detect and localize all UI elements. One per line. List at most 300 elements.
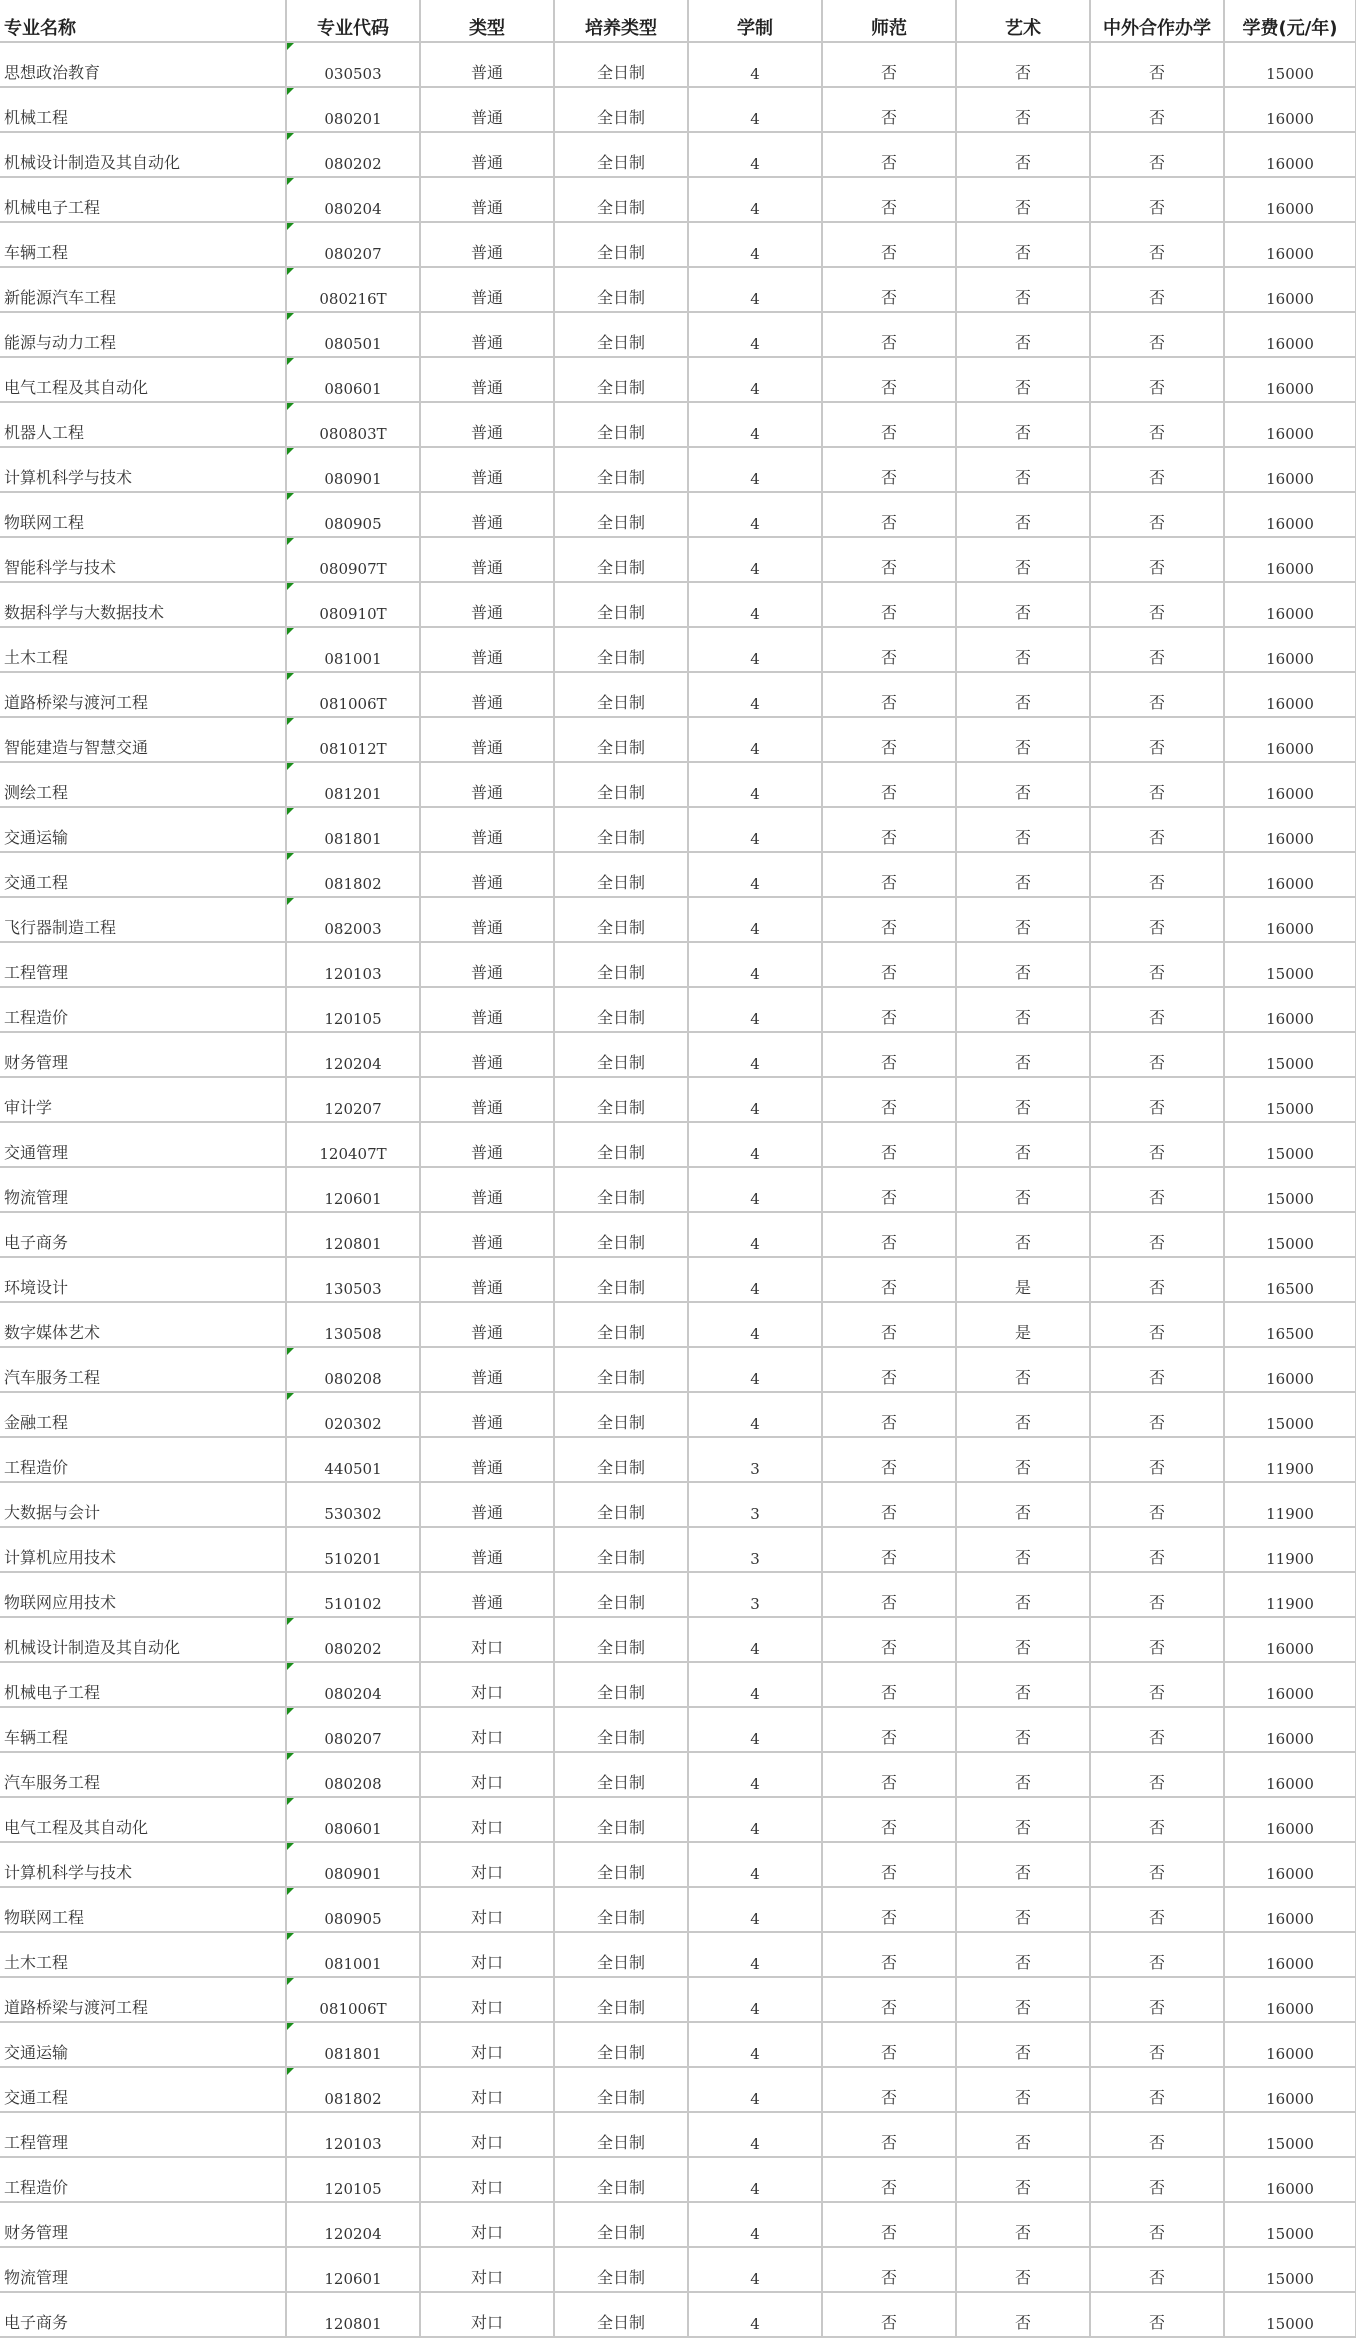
- header-teacher-training: 师范: [822, 0, 956, 42]
- major-name-cell: 土木工程: [0, 1932, 286, 1977]
- major-code-cell: 080207: [286, 1707, 420, 1752]
- duration-cell: 4: [688, 1302, 822, 1347]
- teacher-training-cell: 否: [822, 1707, 956, 1752]
- type-cell: 普通: [420, 1572, 554, 1617]
- sino-foreign-cell: 否: [1090, 447, 1224, 492]
- table-row: [0, 582, 1356, 627]
- teacher-training-cell: 否: [822, 1797, 956, 1842]
- table-row: [0, 222, 1356, 267]
- duration-cell: 4: [688, 312, 822, 357]
- study-mode-cell: 全日制: [554, 1122, 688, 1167]
- duration-cell: 4: [688, 1977, 822, 2022]
- tuition-cell: 16500: [1224, 1257, 1356, 1302]
- teacher-training-cell: 否: [822, 1842, 956, 1887]
- duration-cell: 4: [688, 582, 822, 627]
- sino-foreign-cell: 否: [1090, 87, 1224, 132]
- teacher-training-cell: 否: [822, 177, 956, 222]
- major-name-cell: 环境设计: [0, 1257, 286, 1302]
- duration-cell: 4: [688, 87, 822, 132]
- teacher-training-cell: 否: [822, 1482, 956, 1527]
- tuition-cell: 16000: [1224, 1617, 1356, 1662]
- sino-foreign-cell: 否: [1090, 537, 1224, 582]
- type-cell: 对口: [420, 1752, 554, 1797]
- duration-cell: 4: [688, 1707, 822, 1752]
- major-code-cell: 081001: [286, 1932, 420, 1977]
- study-mode-cell: 全日制: [554, 987, 688, 1032]
- type-cell: 普通: [420, 1392, 554, 1437]
- sino-foreign-cell: 否: [1090, 222, 1224, 267]
- study-mode-cell: 全日制: [554, 312, 688, 357]
- tuition-cell: 16000: [1224, 447, 1356, 492]
- tuition-cell: 16000: [1224, 1977, 1356, 2022]
- sino-foreign-cell: 否: [1090, 1662, 1224, 1707]
- sino-foreign-cell: 否: [1090, 132, 1224, 177]
- sino-foreign-cell: 否: [1090, 987, 1224, 1032]
- type-cell: 普通: [420, 1122, 554, 1167]
- art-cell: 否: [956, 1077, 1090, 1122]
- teacher-training-cell: 否: [822, 1347, 956, 1392]
- type-cell: 普通: [420, 672, 554, 717]
- table-row: [0, 2247, 1356, 2292]
- major-code-cell: 020302: [286, 1392, 420, 1437]
- study-mode-cell: 全日制: [554, 1392, 688, 1437]
- tuition-cell: 15000: [1224, 2202, 1356, 2247]
- sino-foreign-cell: 否: [1090, 1167, 1224, 1212]
- major-code-cell: 080208: [286, 1347, 420, 1392]
- art-cell: 否: [956, 717, 1090, 762]
- study-mode-cell: 全日制: [554, 1887, 688, 1932]
- type-cell: 对口: [420, 2247, 554, 2292]
- duration-cell: 4: [688, 1257, 822, 1302]
- study-mode-cell: 全日制: [554, 1167, 688, 1212]
- type-cell: 普通: [420, 897, 554, 942]
- major-name-cell: 机械设计制造及其自动化: [0, 1617, 286, 1662]
- sino-foreign-cell: 否: [1090, 1257, 1224, 1302]
- art-cell: 否: [956, 807, 1090, 852]
- table-row: [0, 1617, 1356, 1662]
- table-row: [0, 1797, 1356, 1842]
- tuition-cell: 11900: [1224, 1527, 1356, 1572]
- table-row: [0, 2202, 1356, 2247]
- teacher-training-cell: 否: [822, 2067, 956, 2112]
- duration-cell: 4: [688, 1167, 822, 1212]
- major-code-cell: 080204: [286, 1662, 420, 1707]
- header-major-code: 专业代码: [286, 0, 420, 42]
- major-code-cell: 530302: [286, 1482, 420, 1527]
- teacher-training-cell: 否: [822, 447, 956, 492]
- sino-foreign-cell: 否: [1090, 1797, 1224, 1842]
- type-cell: 普通: [420, 627, 554, 672]
- tuition-cell: 16000: [1224, 1707, 1356, 1752]
- tuition-cell: 16000: [1224, 1932, 1356, 1977]
- type-cell: 普通: [420, 852, 554, 897]
- teacher-training-cell: 否: [822, 2112, 956, 2157]
- major-code-cell: 080216T: [286, 267, 420, 312]
- study-mode-cell: 全日制: [554, 492, 688, 537]
- tuition-cell: 16000: [1224, 807, 1356, 852]
- duration-cell: 4: [688, 1122, 822, 1167]
- table-row: [0, 1527, 1356, 1572]
- duration-cell: 4: [688, 1797, 822, 1842]
- teacher-training-cell: 否: [822, 1122, 956, 1167]
- art-cell: 否: [956, 1212, 1090, 1257]
- major-code-cell: 081006T: [286, 672, 420, 717]
- duration-cell: 4: [688, 537, 822, 582]
- art-cell: 否: [956, 1572, 1090, 1617]
- tuition-cell: 15000: [1224, 1077, 1356, 1122]
- teacher-training-cell: 否: [822, 897, 956, 942]
- study-mode-cell: 全日制: [554, 852, 688, 897]
- table-row: [0, 762, 1356, 807]
- type-cell: 普通: [420, 1257, 554, 1302]
- art-cell: 否: [956, 627, 1090, 672]
- tuition-cell: 15000: [1224, 1032, 1356, 1077]
- study-mode-cell: 全日制: [554, 1077, 688, 1122]
- study-mode-cell: 全日制: [554, 1347, 688, 1392]
- header-art: 艺术: [956, 0, 1090, 42]
- sino-foreign-cell: 否: [1090, 42, 1224, 87]
- study-mode-cell: 全日制: [554, 1482, 688, 1527]
- art-cell: 否: [956, 1167, 1090, 1212]
- table-row: [0, 267, 1356, 312]
- tuition-cell: 16000: [1224, 357, 1356, 402]
- sino-foreign-cell: 否: [1090, 1122, 1224, 1167]
- tuition-cell: 16000: [1224, 537, 1356, 582]
- major-name-cell: 交通工程: [0, 2067, 286, 2112]
- art-cell: 否: [956, 2112, 1090, 2157]
- sino-foreign-cell: 否: [1090, 897, 1224, 942]
- table-row: [0, 627, 1356, 672]
- study-mode-cell: 全日制: [554, 447, 688, 492]
- art-cell: 否: [956, 402, 1090, 447]
- major-name-cell: 机器人工程: [0, 402, 286, 447]
- art-cell: 否: [956, 2247, 1090, 2292]
- art-cell: 否: [956, 2022, 1090, 2067]
- major-name-cell: 交通运输: [0, 2022, 286, 2067]
- major-code-cell: 120601: [286, 1167, 420, 1212]
- type-cell: 普通: [420, 402, 554, 447]
- teacher-training-cell: 否: [822, 1212, 956, 1257]
- duration-cell: 4: [688, 1662, 822, 1707]
- teacher-training-cell: 否: [822, 267, 956, 312]
- major-code-cell: 120801: [286, 1212, 420, 1257]
- tuition-cell: 16000: [1224, 1842, 1356, 1887]
- type-cell: 普通: [420, 1302, 554, 1347]
- study-mode-cell: 全日制: [554, 42, 688, 87]
- teacher-training-cell: 否: [822, 987, 956, 1032]
- tuition-cell: 16000: [1224, 1887, 1356, 1932]
- type-cell: 普通: [420, 1437, 554, 1482]
- type-cell: 对口: [420, 2022, 554, 2067]
- major-name-cell: 新能源汽车工程: [0, 267, 286, 312]
- tuition-cell: 16000: [1224, 1797, 1356, 1842]
- tuition-cell: 15000: [1224, 1122, 1356, 1167]
- table-row: [0, 1482, 1356, 1527]
- teacher-training-cell: 否: [822, 1392, 956, 1437]
- duration-cell: 3: [688, 1482, 822, 1527]
- tuition-cell: 16000: [1224, 987, 1356, 1032]
- art-cell: 否: [956, 1887, 1090, 1932]
- table-row: [0, 2112, 1356, 2157]
- sino-foreign-cell: 否: [1090, 1887, 1224, 1932]
- major-name-cell: 机械电子工程: [0, 1662, 286, 1707]
- duration-cell: 4: [688, 1887, 822, 1932]
- teacher-training-cell: 否: [822, 852, 956, 897]
- art-cell: 否: [956, 1797, 1090, 1842]
- major-name-cell: 工程造价: [0, 1437, 286, 1482]
- art-cell: 否: [956, 1617, 1090, 1662]
- duration-cell: 4: [688, 1077, 822, 1122]
- teacher-training-cell: 否: [822, 762, 956, 807]
- teacher-training-cell: 否: [822, 1077, 956, 1122]
- table-row: [0, 1662, 1356, 1707]
- sino-foreign-cell: 否: [1090, 672, 1224, 717]
- study-mode-cell: 全日制: [554, 1617, 688, 1662]
- art-cell: 否: [956, 1437, 1090, 1482]
- table-row: [0, 1932, 1356, 1977]
- art-cell: 否: [956, 2202, 1090, 2247]
- teacher-training-cell: 否: [822, 42, 956, 87]
- major-name-cell: 思想政治教育: [0, 42, 286, 87]
- sino-foreign-cell: 否: [1090, 1572, 1224, 1617]
- type-cell: 普通: [420, 1077, 554, 1122]
- major-code-cell: 080905: [286, 492, 420, 537]
- study-mode-cell: 全日制: [554, 1527, 688, 1572]
- teacher-training-cell: 否: [822, 87, 956, 132]
- type-cell: 普通: [420, 1212, 554, 1257]
- type-cell: 对口: [420, 2112, 554, 2157]
- tuition-cell: 15000: [1224, 42, 1356, 87]
- sino-foreign-cell: 否: [1090, 267, 1224, 312]
- type-cell: 对口: [420, 1977, 554, 2022]
- major-name-cell: 电子商务: [0, 2292, 286, 2337]
- art-cell: 否: [956, 177, 1090, 222]
- tuition-cell: 16000: [1224, 717, 1356, 762]
- duration-cell: 4: [688, 717, 822, 762]
- tuition-cell: 16000: [1224, 627, 1356, 672]
- tuition-cell: 16500: [1224, 1302, 1356, 1347]
- tuition-cell: 15000: [1224, 1392, 1356, 1437]
- sino-foreign-cell: 否: [1090, 1347, 1224, 1392]
- type-cell: 对口: [420, 2202, 554, 2247]
- table-row: [0, 1392, 1356, 1437]
- table-row: [0, 1122, 1356, 1167]
- table-row: [0, 1572, 1356, 1617]
- teacher-training-cell: 否: [822, 2247, 956, 2292]
- sino-foreign-cell: 否: [1090, 1032, 1224, 1077]
- table-row: [0, 717, 1356, 762]
- type-cell: 普通: [420, 537, 554, 582]
- major-name-cell: 计算机应用技术: [0, 1527, 286, 1572]
- sino-foreign-cell: 否: [1090, 357, 1224, 402]
- study-mode-cell: 全日制: [554, 222, 688, 267]
- art-cell: 否: [956, 132, 1090, 177]
- type-cell: 对口: [420, 2067, 554, 2112]
- art-cell: 否: [956, 267, 1090, 312]
- major-code-cell: 081201: [286, 762, 420, 807]
- duration-cell: 4: [688, 897, 822, 942]
- major-code-cell: 080204: [286, 177, 420, 222]
- table-row: [0, 357, 1356, 402]
- sino-foreign-cell: 否: [1090, 1707, 1224, 1752]
- duration-cell: 4: [688, 402, 822, 447]
- type-cell: 普通: [420, 447, 554, 492]
- major-code-cell: 120801: [286, 2292, 420, 2337]
- table-row: [0, 2292, 1356, 2337]
- tuition-cell: 16000: [1224, 2157, 1356, 2202]
- art-cell: 否: [956, 1122, 1090, 1167]
- major-name-cell: 工程管理: [0, 942, 286, 987]
- sino-foreign-cell: 否: [1090, 1977, 1224, 2022]
- art-cell: 否: [956, 1662, 1090, 1707]
- table-row: [0, 1842, 1356, 1887]
- major-name-cell: 审计学: [0, 1077, 286, 1122]
- major-name-cell: 物联网工程: [0, 492, 286, 537]
- major-name-cell: 汽车服务工程: [0, 1752, 286, 1797]
- sino-foreign-cell: 否: [1090, 2022, 1224, 2067]
- type-cell: 普通: [420, 312, 554, 357]
- major-name-cell: 金融工程: [0, 1392, 286, 1437]
- duration-cell: 4: [688, 807, 822, 852]
- teacher-training-cell: 否: [822, 1437, 956, 1482]
- teacher-training-cell: 否: [822, 1887, 956, 1932]
- teacher-training-cell: 否: [822, 942, 956, 987]
- sino-foreign-cell: 否: [1090, 492, 1224, 537]
- table-row: [0, 87, 1356, 132]
- table-row: [0, 492, 1356, 537]
- table-row: [0, 537, 1356, 582]
- major-name-cell: 汽车服务工程: [0, 1347, 286, 1392]
- teacher-training-cell: 否: [822, 627, 956, 672]
- table-row: [0, 672, 1356, 717]
- art-cell: 否: [956, 582, 1090, 627]
- type-cell: 普通: [420, 1167, 554, 1212]
- table-row: [0, 1437, 1356, 1482]
- study-mode-cell: 全日制: [554, 357, 688, 402]
- duration-cell: 4: [688, 492, 822, 537]
- study-mode-cell: 全日制: [554, 1797, 688, 1842]
- table-row: [0, 942, 1356, 987]
- sino-foreign-cell: 否: [1090, 1752, 1224, 1797]
- sino-foreign-cell: 否: [1090, 2292, 1224, 2337]
- art-cell: 否: [956, 2157, 1090, 2202]
- tuition-cell: 16000: [1224, 762, 1356, 807]
- table-row: [0, 1212, 1356, 1257]
- sino-foreign-cell: 否: [1090, 807, 1224, 852]
- sino-foreign-cell: 否: [1090, 852, 1224, 897]
- art-cell: 否: [956, 87, 1090, 132]
- duration-cell: 4: [688, 1842, 822, 1887]
- study-mode-cell: 全日制: [554, 1032, 688, 1077]
- tuition-cell: 15000: [1224, 2292, 1356, 2337]
- major-code-cell: 082003: [286, 897, 420, 942]
- major-name-cell: 工程管理: [0, 2112, 286, 2157]
- major-code-cell: 080601: [286, 357, 420, 402]
- type-cell: 普通: [420, 222, 554, 267]
- type-cell: 对口: [420, 1707, 554, 1752]
- tuition-cell: 11900: [1224, 1572, 1356, 1617]
- major-name-cell: 大数据与会计: [0, 1482, 286, 1527]
- duration-cell: 4: [688, 2067, 822, 2112]
- table-row: [0, 897, 1356, 942]
- major-code-cell: 080201: [286, 87, 420, 132]
- study-mode-cell: 全日制: [554, 2067, 688, 2112]
- teacher-training-cell: 否: [822, 537, 956, 582]
- major-name-cell: 计算机科学与技术: [0, 1842, 286, 1887]
- major-code-cell: 080910T: [286, 582, 420, 627]
- major-name-cell: 智能科学与技术: [0, 537, 286, 582]
- duration-cell: 4: [688, 762, 822, 807]
- major-code-cell: 080202: [286, 132, 420, 177]
- art-cell: 否: [956, 312, 1090, 357]
- major-code-cell: 081801: [286, 2022, 420, 2067]
- study-mode-cell: 全日制: [554, 672, 688, 717]
- tuition-cell: 16000: [1224, 492, 1356, 537]
- study-mode-cell: 全日制: [554, 1257, 688, 1302]
- sino-foreign-cell: 否: [1090, 402, 1224, 447]
- study-mode-cell: 全日制: [554, 2202, 688, 2247]
- major-code-cell: 510201: [286, 1527, 420, 1572]
- teacher-training-cell: 否: [822, 1032, 956, 1077]
- tuition-cell: 16000: [1224, 2067, 1356, 2112]
- duration-cell: 4: [688, 672, 822, 717]
- table-row: [0, 1347, 1356, 1392]
- duration-cell: 4: [688, 2247, 822, 2292]
- major-name-cell: 车辆工程: [0, 1707, 286, 1752]
- major-name-cell: 交通管理: [0, 1122, 286, 1167]
- art-cell: 否: [956, 1707, 1090, 1752]
- duration-cell: 4: [688, 852, 822, 897]
- sino-foreign-cell: 否: [1090, 1932, 1224, 1977]
- major-code-cell: 120407T: [286, 1122, 420, 1167]
- major-code-cell: 510102: [286, 1572, 420, 1617]
- type-cell: 普通: [420, 357, 554, 402]
- type-cell: 普通: [420, 1032, 554, 1077]
- study-mode-cell: 全日制: [554, 807, 688, 852]
- study-mode-cell: 全日制: [554, 2112, 688, 2157]
- study-mode-cell: 全日制: [554, 1707, 688, 1752]
- teacher-training-cell: 否: [822, 492, 956, 537]
- sino-foreign-cell: 否: [1090, 717, 1224, 762]
- study-mode-cell: 全日制: [554, 1662, 688, 1707]
- major-name-cell: 飞行器制造工程: [0, 897, 286, 942]
- header-sino-foreign: 中外合作办学: [1090, 0, 1224, 42]
- type-cell: 普通: [420, 582, 554, 627]
- major-name-cell: 土木工程: [0, 627, 286, 672]
- study-mode-cell: 全日制: [554, 1437, 688, 1482]
- table-row: [0, 1887, 1356, 1932]
- teacher-training-cell: 否: [822, 402, 956, 447]
- art-cell: 否: [956, 1482, 1090, 1527]
- teacher-training-cell: 否: [822, 672, 956, 717]
- art-cell: 否: [956, 672, 1090, 717]
- art-cell: 否: [956, 492, 1090, 537]
- art-cell: 否: [956, 1347, 1090, 1392]
- study-mode-cell: 全日制: [554, 627, 688, 672]
- header-duration: 学制: [688, 0, 822, 42]
- study-mode-cell: 全日制: [554, 942, 688, 987]
- duration-cell: 4: [688, 2157, 822, 2202]
- major-name-cell: 测绘工程: [0, 762, 286, 807]
- tuition-cell: 16000: [1224, 222, 1356, 267]
- major-name-cell: 物联网工程: [0, 1887, 286, 1932]
- teacher-training-cell: 否: [822, 1662, 956, 1707]
- duration-cell: 4: [688, 2022, 822, 2067]
- art-cell: 否: [956, 1752, 1090, 1797]
- sino-foreign-cell: 否: [1090, 1212, 1224, 1257]
- duration-cell: 4: [688, 627, 822, 672]
- art-cell: 否: [956, 2292, 1090, 2337]
